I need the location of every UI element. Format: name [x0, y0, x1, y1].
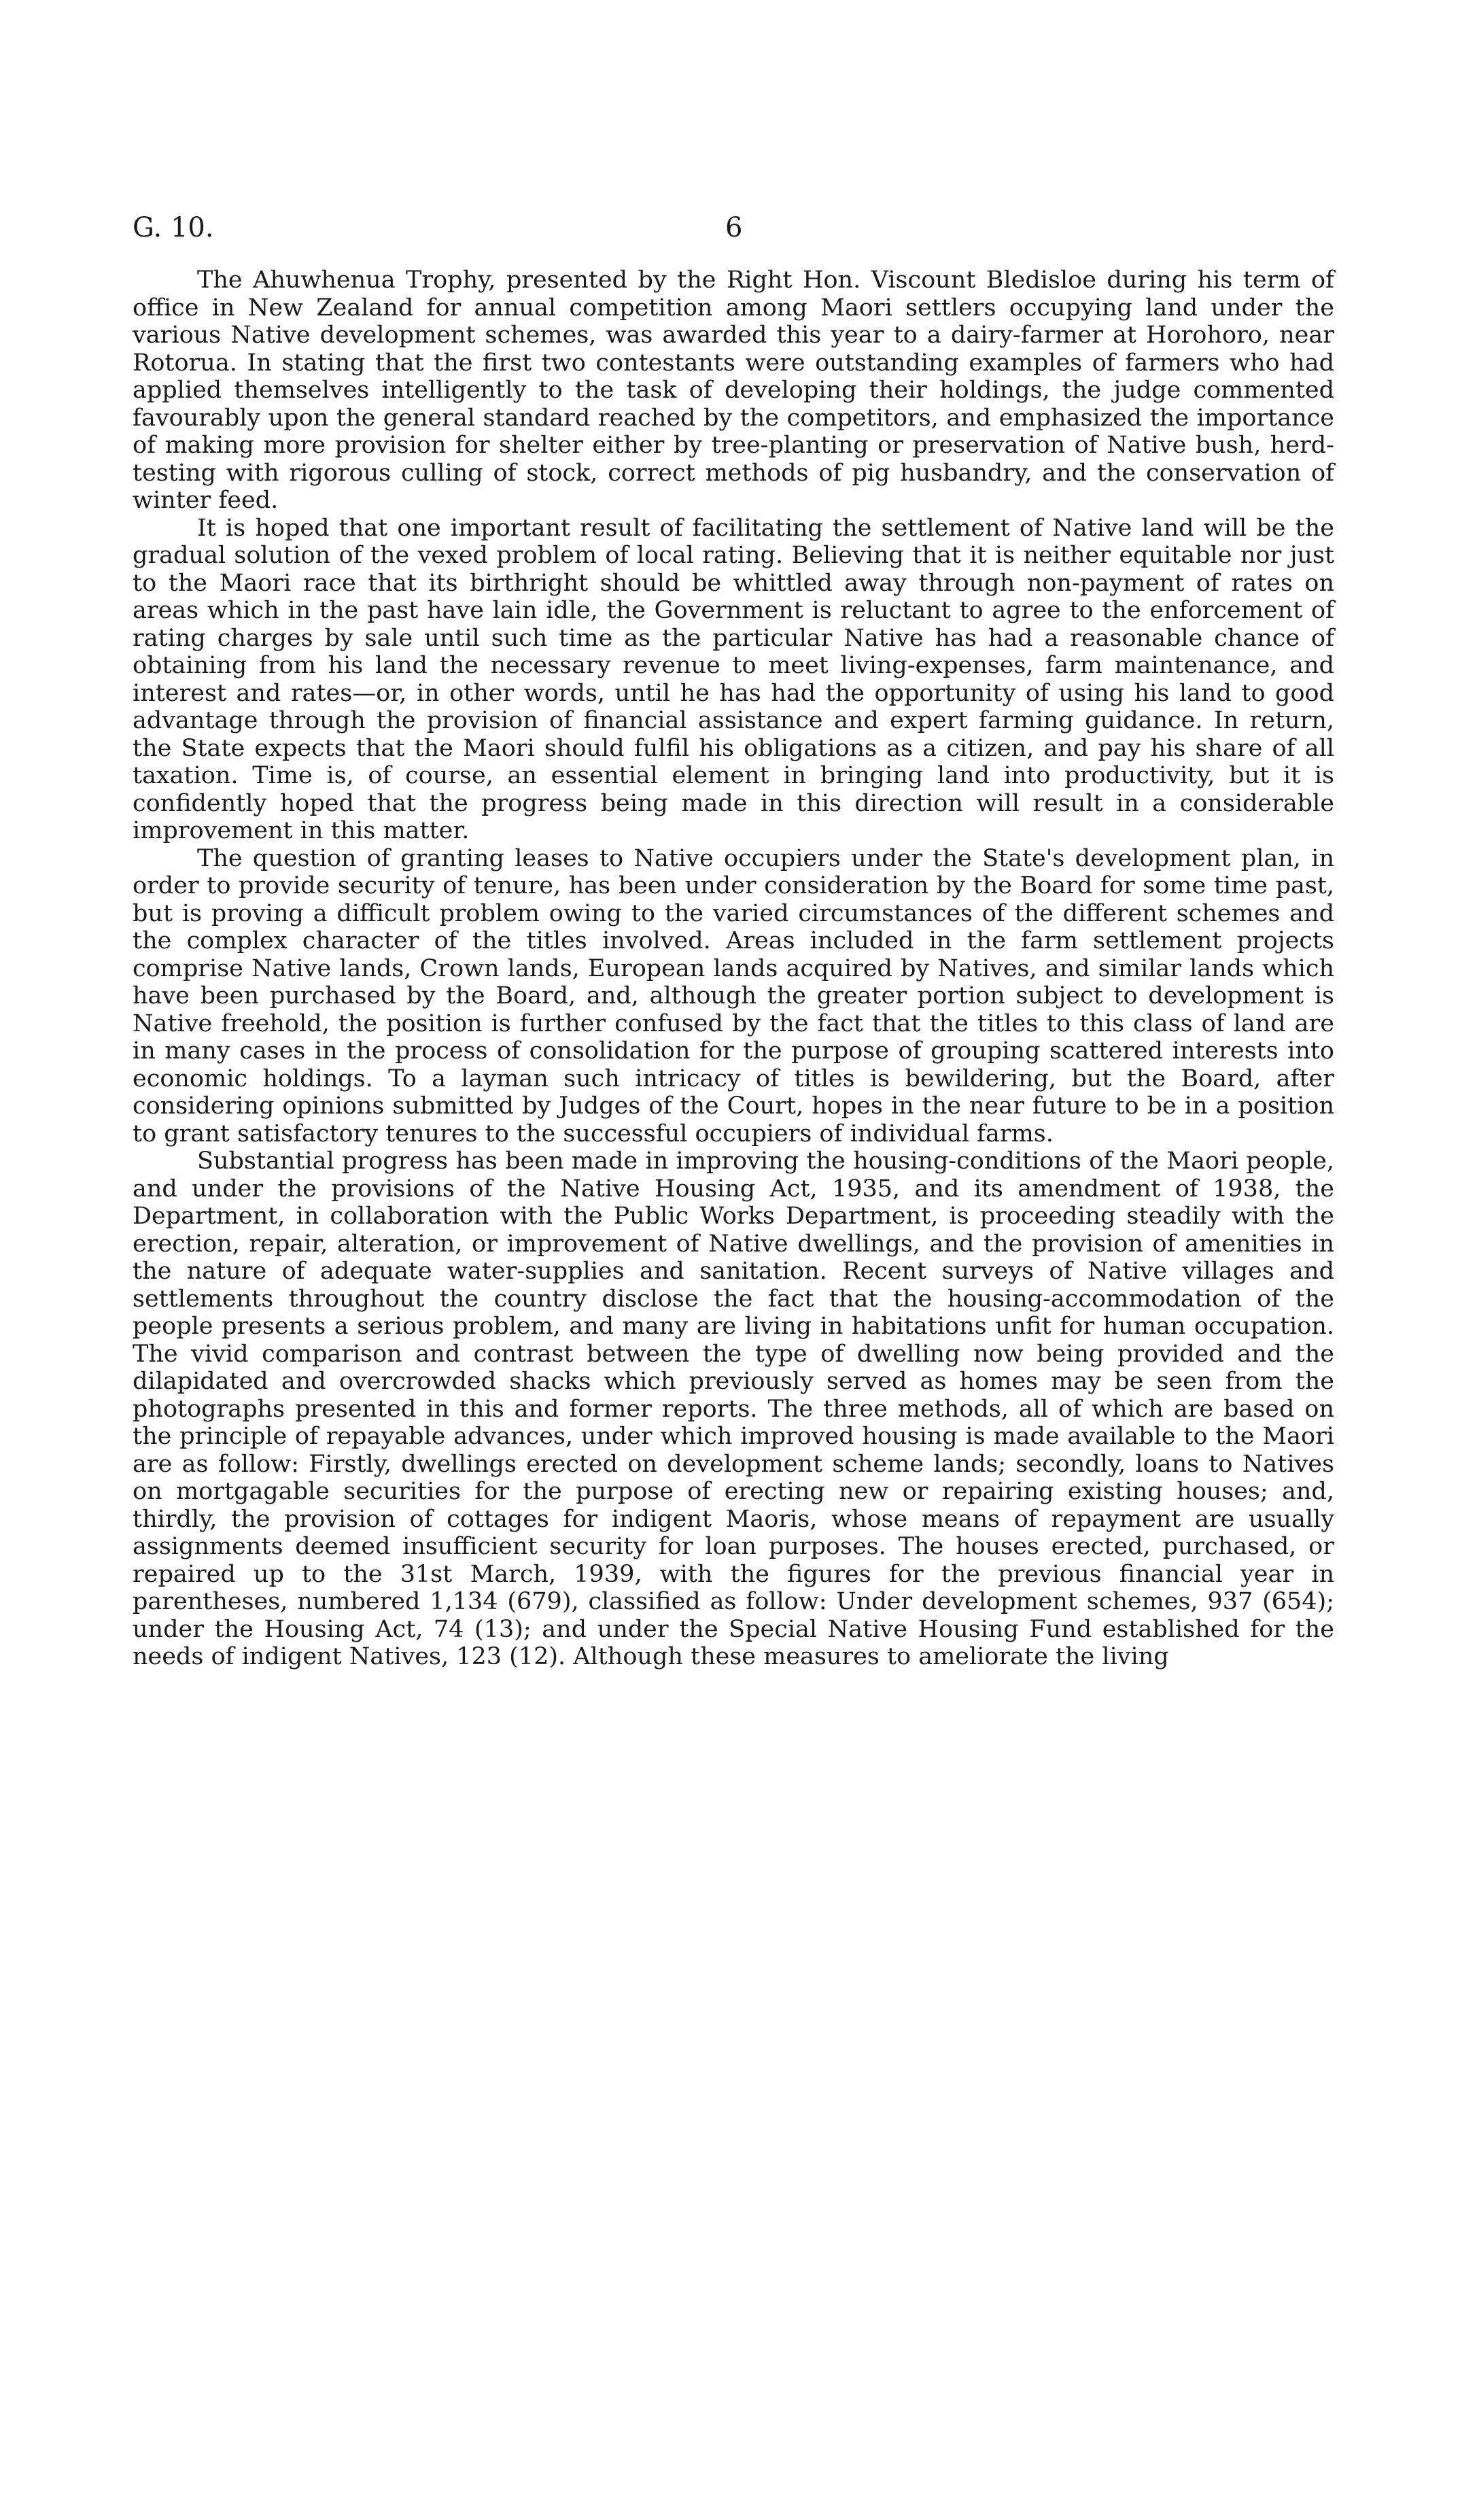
body-text	[133, 266, 1334, 1671]
paragraph-local-rating: It is hoped that one important result of facilitating the settlement of Native land will be the gradual solution of the vexed problem of local rating. Believing that it is neither equitable nor just to the Maori race that its birthright should be whittled away through non-payment of rates on areas which in the past have lain idle, the Government is reluctant to agree to the enforcement of rating charges by sale until such time as the particular Native has had a reasonable chance of obtaining from his land the necessary revenue to meet living-expenses, farm maintenance, and interest and rates—or, in other words, until he has had the opportunity of using his land to good advantage through the provision of financial assistance and expert farming guidance. In return, the State expects that the Maori should fulfil his obligations as a citizen, and pay his share of all taxation. Time is, of course, an essential element in bringing land into productivity, but it is confidently hoped that the progress being made in this direction will result in a considerable improvement in this matter.	[133, 514, 1334, 844]
paragraph-native-housing: Substantial progress has been made in improving the housing-conditions of the Maori people, and under the provisions of the Native Housing Act, 1935, and its amendment of 1938, the Department, in collaboration with the Public Works Department, is proceeding steadily with the erection, repair, alteration, or improvement of Native dwellings, and the provision of amenities in the nature of adequate water-supplies and sanitation. Recent surveys of Native villages and settlements throughout the country disclose the fact that the housing-accommodation of the people presents a serious problem, and many are living in habitations unfit for human occupation. The vivid comparison and contrast between the type of dwelling now being provided and the dilapidated and overcrowded shacks which previously served as homes may be seen from the photographs presented in this and former reports. The three methods, all of which are based on the principle of repayable advances, under which improved housing is made available to the Maori are as follow: Firstly, dwellings erected on development scheme lands; secondly, loans to Natives on mortgagable securities for the purpose of erecting new or repairing existing houses; and, thirdly, the provision of cottages for indigent Maoris, whose means of repayment are usually assignments deemed insufficient security for loan purposes. The houses erected, purchased, or repaired up to the 31st March, 1939, with the figures for the previous financial year in parentheses, numbered 1,134 (679), classified as follow: Under development schemes, 937 (654); under the Housing Act, 74 (13); and under the Special Native Housing Fund established for the needs of indigent Natives, 123 (12). Although these measures to ameliorate the living	[133, 1147, 1334, 1670]
page-number: 6	[725, 212, 743, 243]
paragraph-leases-tenure: The question of granting leases to Native occupiers under the State's development plan, in order to provide security of tenure, has been under consideration by the Board for some time past, but is proving a difficult problem owing to the varied circumstances of the different schemes and the complex character of the titles involved. Areas included in the farm settlement projects comprise Native lands, Crown lands, European lands acquired by Natives, and similar lands which have been purchased by the Board, and, although the greater portion subject to development is Native freehold, the position is further confused by the fact that the titles to this class of land are in many cases in the process of consolidation for the purpose of grouping scattered interests into economic holdings. To a layman such intricacy of titles is bewildering, but the Board, after considering opinions submitted by Judges of the Court, hopes in the near future to be in a position to grant satisfactory tenures to the successful occupiers of individual farms.	[133, 844, 1334, 1147]
page-header	[0, 207, 1460, 248]
page-reference: G. 10.	[133, 212, 214, 243]
paragraph-ahuwhenua-trophy: The Ahuwhenua Trophy, presented by the Right Hon. Viscount Bledisloe during his term of office in New Zealand for annual competition among Maori settlers occupying land under the various Native development schemes, was awarded this year to a dairy-farmer at Horohoro, near Rotorua. In stating that the first two contestants were outstanding examples of farmers who had applied themselves intelligently to the task of developing their holdings, the judge commented favourably upon the general standard reached by the competitors, and emphasized the importance of making more provision for shelter either by tree-planting or preservation of Native bush, herd-testing with rigorous culling of stock, correct methods of pig husbandry, and the conservation of winter feed.	[133, 266, 1334, 514]
